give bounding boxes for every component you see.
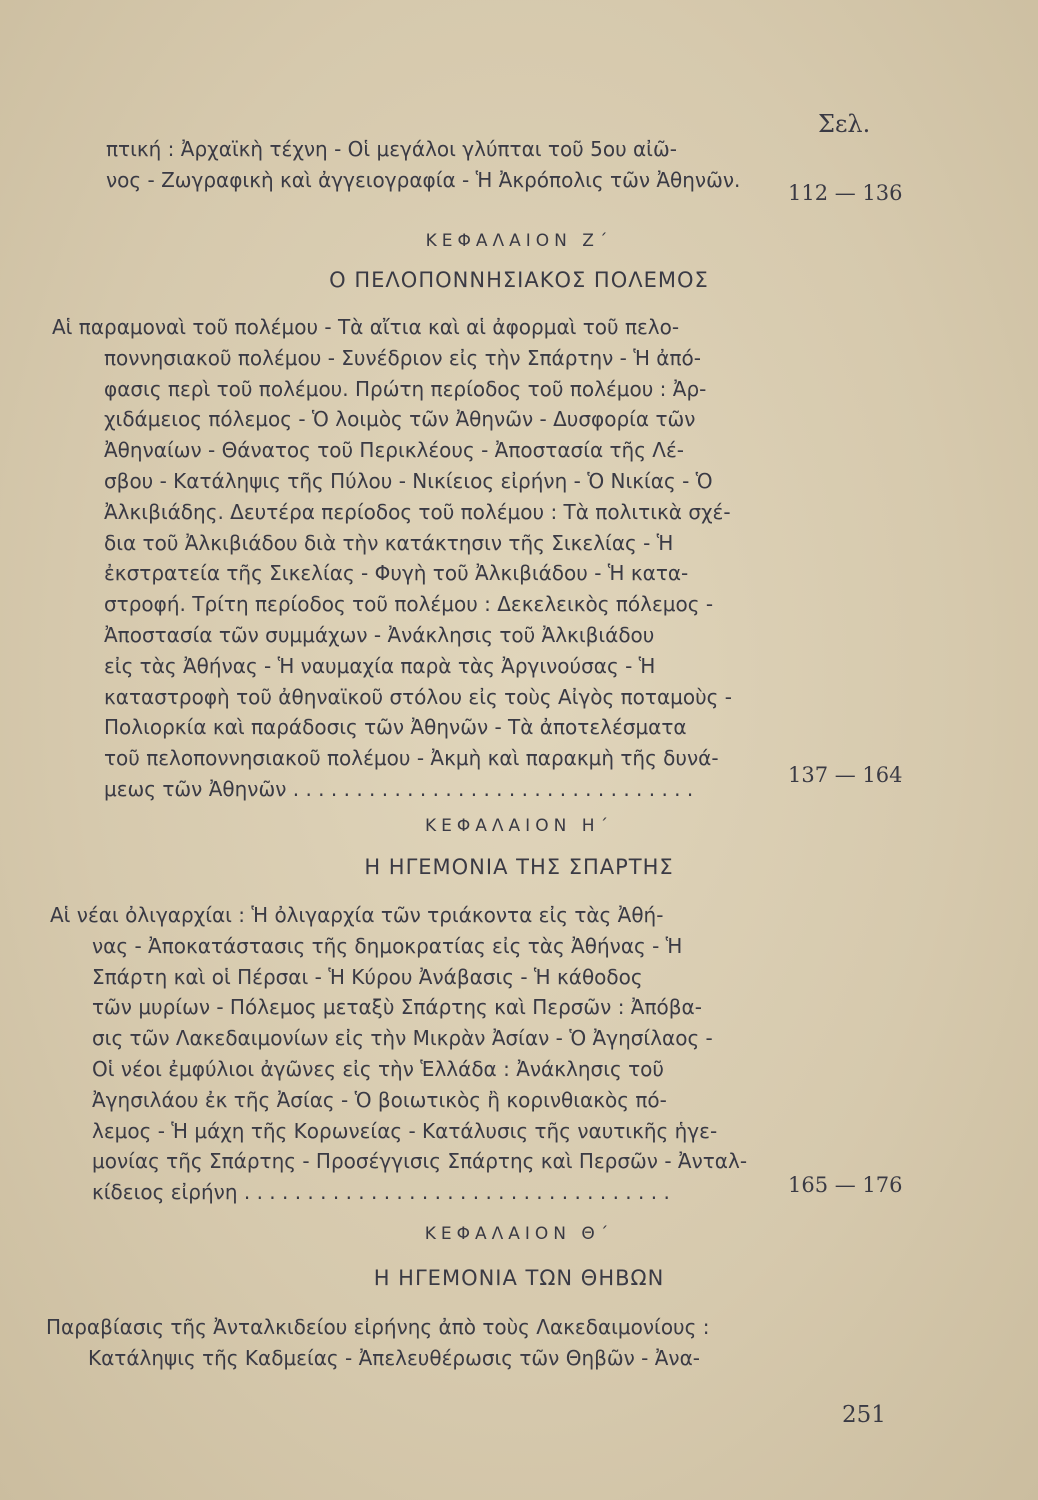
summary-line: ἐκστρατεία τῆς Σικελίας - Φυγὴ τοῦ Ἀλκιβιάδου - Ἡ κατα- bbox=[104, 561, 689, 586]
summary-line: νας - Ἀποκατάστασις τῆς δημοκρατίας εἰς τὰς Ἀθήνας - Ἡ bbox=[92, 933, 683, 958]
summary-line: φασις περὶ τοῦ πολέμου. Πρώτη περίοδος τοῦ πολέμου : Ἀρ- bbox=[104, 376, 707, 401]
entry-line: πτική : Ἀρχαϊκὴ τέχνη - Οἱ μεγάλοι γλύπται τοῦ 5ου αἰῶ- bbox=[106, 137, 677, 161]
page-range: 137 — 164 bbox=[788, 763, 903, 787]
summary-line: σις τῶν Λακεδαιμονίων εἰς τὴν Μικρὰν Ἀσίαν - Ὁ Ἀγησίλαος - bbox=[92, 1026, 713, 1051]
summary-line: στροφή. Τρίτη περίοδος τοῦ πολέμου : Δεκελεικὸς πόλεμος - bbox=[104, 592, 714, 617]
summary-line: κίδειος εἰρήνη . . . . . . . . . . . . . . . . . . . . . . . . . . . . . . . . . . bbox=[92, 1180, 670, 1205]
summary-line: τῶν μυρίων - Πόλεμος μεταξὺ Σπάρτης καὶ Περσῶν : Ἀπόβα- bbox=[92, 995, 702, 1020]
summary-line: Ἀποστασία τῶν συμμάχων - Ἀνάκλησις τοῦ Ἀλκιβιάδου bbox=[104, 622, 655, 647]
summary-line: Κατάληψις τῆς Καδμείας - Ἀπελευθέρωσις τῶν Θηβῶν - Ἀνα- bbox=[88, 1345, 700, 1370]
summary-line: Αἱ νέαι ὀλιγαρχίαι : Ἡ ὀλιγαρχία τῶν τριάκοντα εἰς τὰς Ἀθή- bbox=[50, 903, 664, 927]
summary-line: Πολιορκία καὶ παράδοσις τῶν Ἀθηνῶν - Τὰ ἀποτελέσματα bbox=[104, 715, 687, 740]
summary-line: χιδάμειος πόλεμος - Ὁ λοιμὸς τῶν Ἀθηνῶν - Δυσφορία τῶν bbox=[104, 407, 696, 432]
summary-line: τοῦ πελοποννησιακοῦ πολέμου - Ἀκμὴ καὶ παρακμὴ τῆς δυνά- bbox=[104, 746, 719, 771]
chapter-heading: ΚΕΦΑΛΑΙΟΝ Θ΄ bbox=[424, 1224, 614, 1244]
summary-line: σβου - Κατάληψις τῆς Πύλου - Νικίειος εἰρήνη - Ὁ Νικίας - Ὁ bbox=[104, 468, 713, 493]
summary-line: λεμος - Ἡ μάχη τῆς Κορωνείας - Κατάλυσις τῆς ναυτικῆς ἡγε- bbox=[92, 1118, 718, 1143]
chapter-summary bbox=[52, 312, 778, 805]
summary-line: ποννησιακοῦ πολέμου - Συνέδριον εἰς τὴν Σπάρτην - Ἡ ἀπό- bbox=[104, 345, 701, 370]
pages-column-label: Σελ. bbox=[818, 110, 871, 138]
chapter-title: Ο ΠΕΛΟΠΟΝΝΗΣΙΑΚΟΣ ΠΟΛΕΜΟΣ bbox=[329, 268, 709, 292]
chapter-summary bbox=[50, 900, 778, 1208]
summary-line: Παραβίασις τῆς Ἀνταλκιδείου εἰρήνης ἀπὸ τοὺς Λακεδαιμονίους : bbox=[46, 1315, 710, 1339]
summary-line: Ἀγησιλάου ἐκ τῆς Ἀσίας - Ὁ βοιωτικὸς ἢ κορινθιακὸς πό- bbox=[92, 1087, 667, 1112]
entry-line: νος - Ζωγραφικὴ καὶ ἀγγειογραφία - Ἡ Ἀκρόπολις τῶν Ἀθηνῶν. bbox=[106, 167, 741, 192]
summary-line: καταστροφὴ τοῦ ἀθηναϊκοῦ στόλου εἰς τοὺς Αἰγὸς ποταμοὺς - bbox=[104, 684, 732, 709]
summary-line: Σπάρτη καὶ οἱ Πέρσαι - Ἡ Κύρου Ἀνάβασις - Ἡ κάθοδος bbox=[92, 964, 643, 989]
page-range: 165 — 176 bbox=[788, 1173, 903, 1197]
chapter-summary bbox=[46, 1312, 776, 1374]
summary-line: μεως τῶν Ἀθηνῶν . . . . . . . . . . . . . . . . . . . . . . . . . . . . . . . . bbox=[104, 776, 694, 801]
summary-line: Αἱ παραμοναὶ τοῦ πολέμου - Τὰ αἴτια καὶ αἱ ἀφορμαὶ τοῦ πελο- bbox=[52, 315, 680, 339]
page-range: 112 — 136 bbox=[788, 181, 903, 205]
summary-line: Οἱ νέοι ἐμφύλιοι ἀγῶνες εἰς τὴν Ἑλλάδα : Ἀνάκλησις τοῦ bbox=[92, 1056, 664, 1081]
summary-line: Ἀθηναίων - Θάνατος τοῦ Περικλέους - Ἀποστασία τῆς Λέ- bbox=[104, 438, 685, 463]
chapter-title: Η ΗΓΕΜΟΝΙΑ ΤΗΣ ΣΠΑΡΤΗΣ bbox=[364, 855, 674, 879]
chapter-heading: ΚΕΦΑΛΑΙΟΝ Η΄ bbox=[425, 816, 613, 836]
entry-text bbox=[106, 134, 768, 196]
page-number: 251 bbox=[842, 1402, 886, 1428]
chapter-heading: ΚΕΦΑΛΑΙΟΝ Ζ΄ bbox=[425, 231, 613, 251]
summary-line: μονίας τῆς Σπάρτης - Προσέγγισις Σπάρτης καὶ Περσῶν - Ἀνταλ- bbox=[92, 1149, 748, 1174]
chapter-title: Η ΗΓΕΜΟΝΙΑ ΤΩΝ ΘΗΒΩΝ bbox=[373, 1266, 665, 1290]
summary-line: δια τοῦ Ἀλκιβιάδου διὰ τὴν κατάκτησιν τῆς Σικελίας - Ἡ bbox=[104, 530, 674, 555]
summary-line: Ἀλκιβιάδης. Δευτέρα περίοδος τοῦ πολέμου : Τὰ πολιτικὰ σχέ- bbox=[104, 499, 731, 524]
summary-line: εἰς τὰς Ἀθήνας - Ἡ ναυμαχία παρὰ τὰς Ἀργινούσας - Ἡ bbox=[104, 653, 656, 678]
